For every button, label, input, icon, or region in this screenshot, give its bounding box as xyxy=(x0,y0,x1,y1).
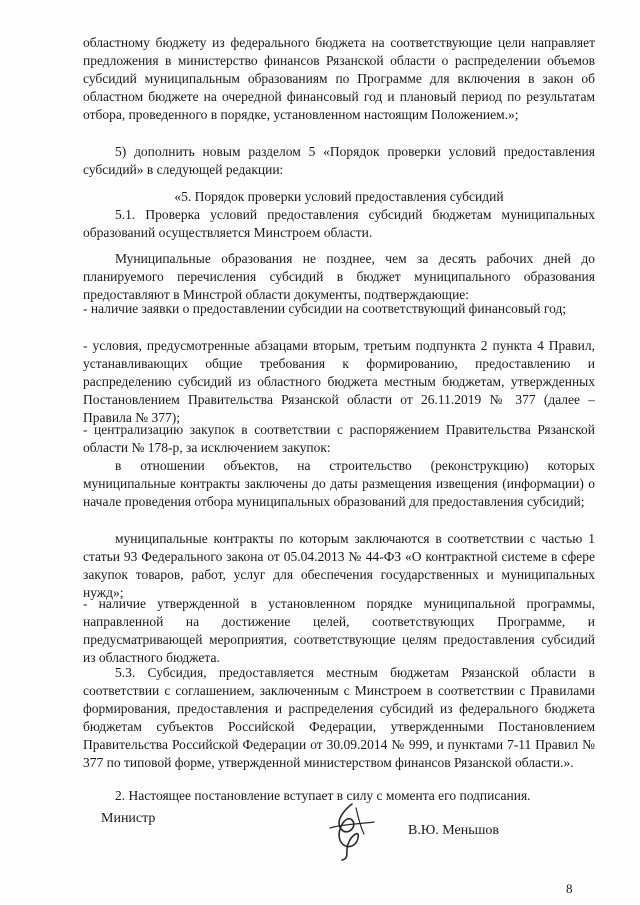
paragraph-text: - наличие утвержденной в установленном порядке муниципальной программы, направленной на достижение целей, соответствующих Программе, и предусматривающей мероприятия, соответствующие целям предоставления субсидий из областного бюджета. xyxy=(83,596,595,665)
para-1 xyxy=(83,143,595,179)
para-4 xyxy=(83,250,595,304)
para-7 xyxy=(83,421,595,457)
paragraph-text: 2. Настоящее постановление вступает в силу с момента его подписания. xyxy=(115,788,531,803)
para-6 xyxy=(83,337,595,427)
signature-label: Министр xyxy=(101,811,156,826)
para-3 xyxy=(83,206,595,242)
para-9 xyxy=(83,530,595,602)
para-8 xyxy=(83,457,595,511)
handwritten-signature-icon xyxy=(322,800,380,862)
para-10 xyxy=(83,595,595,667)
heading-text: «5. Порядок проверки условий предоставления субсидий xyxy=(174,189,504,204)
signatory-name: В.Ю. Меньшов xyxy=(408,823,499,838)
paragraph-text: Муниципальные образования не позднее, чем за десять рабочих дней до планируемого перечисления субсидий в бюджет муниципального образования предоставляют в Минстрой области документы, подтверждающие: xyxy=(83,251,595,302)
para-5 xyxy=(83,300,595,318)
paragraph-text: в отношении объектов, на строительство (реконструкцию) которых муниципальные контракты заключены до даты размещения извещения (информации) о начале проведения отбора муниципальных образований для предоставления субсидий; xyxy=(83,458,595,509)
page-number: 8 xyxy=(566,881,573,896)
paragraph-text: 5.1. Проверка условий предоставления субсидий бюджетам муниципальных образований осуществляется Минстроем области. xyxy=(83,207,595,240)
paragraph-text: областному бюджету из федерального бюджета на соответствующие цели направляет предложения в министерство финансов Рязанской области о распределении объемов субсидий муниципальным образованиям по Программе для включения в закон об областном бюджете на очередной финансовый год и плановый период по результатам отбора, проведенного в порядке, установленном настоящим Положением.»; xyxy=(83,35,595,122)
paragraph-text: - централизацию закупок в соответствии с распоряжением Правительства Рязанской области № 178-р, за исключением закупок: xyxy=(83,422,595,455)
paragraph-text: 5) дополнить новым разделом 5 «Порядок проверки условий предоставления субсидий» в следующей редакции: xyxy=(83,144,595,177)
para-0 xyxy=(83,34,595,124)
section-heading xyxy=(83,188,595,206)
paragraph-text: - условия, предусмотренные абзацами вторым, третьим подпункта 2 пункта 4 Правил, устанавливающих общие требования к формированию, предоставлению и распределению субсидий из областного бюджета местным бюджетам, утвержденных Постановлением Правительства Рязанской области от 26.11.2019 № 377 (далее – Правила № 377); xyxy=(83,338,595,425)
paragraph-text: муниципальные контракты по которым заключаются в соответствии с частью 1 статьи 93 Федерального закона от 05.04.2013 № 44-ФЗ «О контрактной системе в сфере закупок товаров, работ, услуг для обеспечения государственных и муниципальных нужд»; xyxy=(83,531,595,600)
paragraph-text: - наличие заявки о предоставлении субсидии на соответствующий финансовый год; xyxy=(83,301,567,316)
paragraph-text: 5.3. Субсидия, предоставляется местным бюджетам Рязанской области в соответствии с соглашением, заключенным с Минстроем в соответствии с Правилами формирования, предоставления и распределения субсидий из федерального бюджета бюджетам субъектов Российской Федерации, утвержденными Постановлением Правительства Российской Федерации от 30.09.2014 № 999, и пунктами 7-11 Правил № 377 по типовой форме, утвержденной министерством финансов Рязанской области.». xyxy=(83,665,595,770)
para-11 xyxy=(83,664,595,771)
